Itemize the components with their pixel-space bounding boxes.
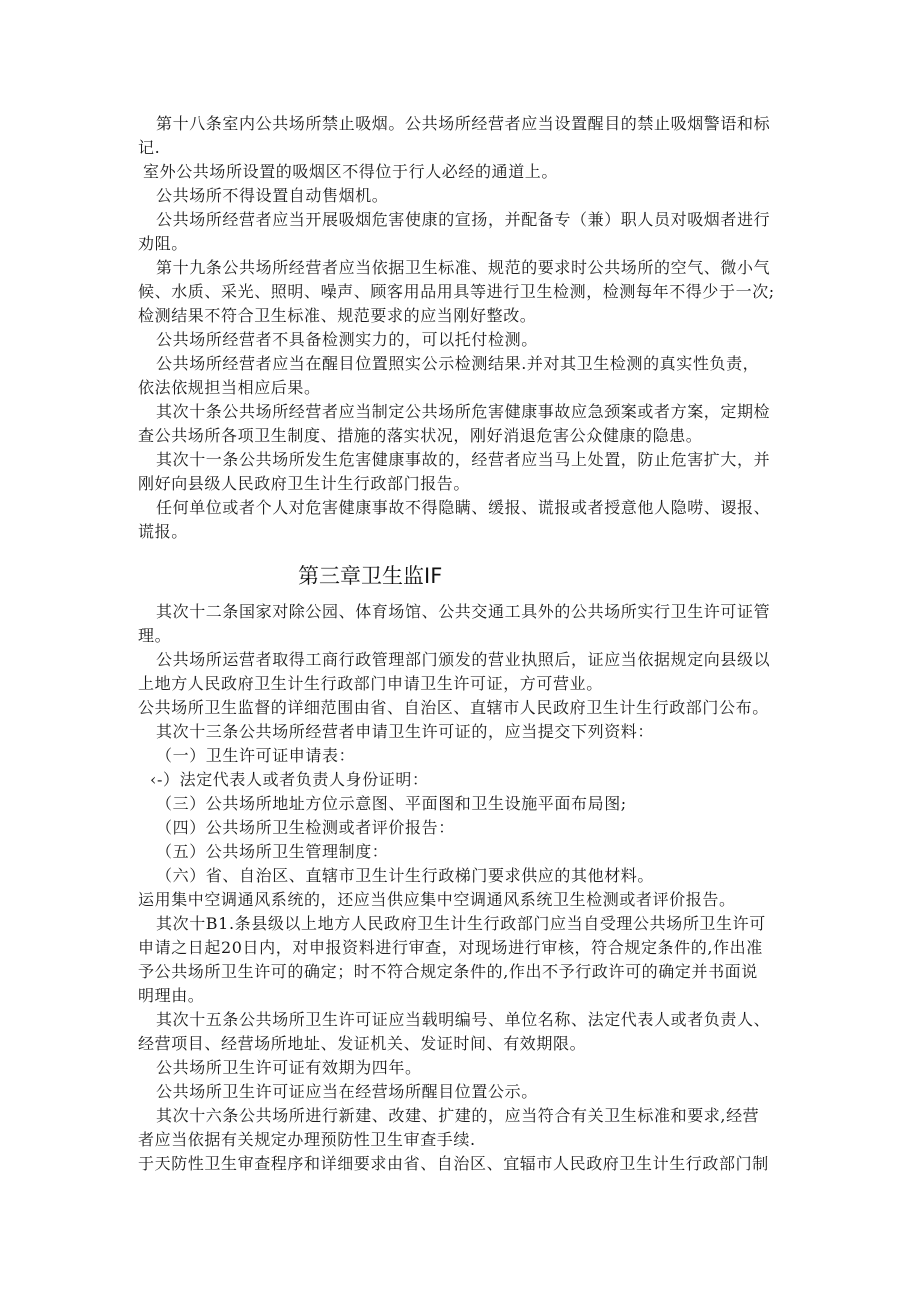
- list-item: （五）公共场所卫生管理制度：: [156, 842, 389, 861]
- paragraph-line: 室外公共场所设置的吸烟区不得位于行人必经的通道上。: [143, 162, 559, 181]
- paragraph-line: 其次十五条公共场所卫生许可证应当载明编号、单位名称、法定代表人或者负责人、: [156, 1010, 771, 1029]
- paragraph-line: 公共场所经营者应当开展吸烟危害使康的宣扬，并配备专（兼）职人员对吸烟者进行: [156, 210, 771, 229]
- paragraph-line: 于天防性卫生审查程序和详细要求由省、自治区、宜辐市人民政府卫生计生行政部门制: [138, 1154, 769, 1173]
- paragraph-line: 运用集中空调通风系统的，还应当供应集中空调通风系统卫生检测或者评价报告。: [138, 890, 736, 909]
- paragraph-line: 公共场所卫生许可证应当在经营场所醒目位置公示。: [156, 1082, 538, 1101]
- paragraph-line: 刚好向县级人民政府卫生计生行政部门报告。: [138, 474, 471, 493]
- paragraph-line: 公共场所卫生监督的详细范围由省、自治区、直辖市人民政府卫生计生行政部门公布。: [138, 698, 769, 717]
- paragraph-line: 检测结果不符合卫生标准、规范要求的应当刚好整改。: [138, 306, 537, 325]
- paragraph-line: 记.: [138, 138, 161, 157]
- paragraph-line: 其次十二条国家对除公园、体育场馆、公共交通工具外的公共场所实行卫生许可证管: [156, 602, 771, 621]
- paragraph-line: 理。: [138, 626, 172, 645]
- paragraph-line: 上地方人民政府卫生计生行政部门申请卫生许可证，方可营业。: [138, 674, 603, 693]
- list-item: （六）省、自治区、直辖市卫生计生行政梯门要求供应的其他材料。: [156, 866, 655, 885]
- paragraph-line: 申请之日起20日内，对申报资料进行审查，对现场进行审核，符合规定条件的,作出准: [138, 938, 763, 957]
- paragraph-line: 劝阻。: [138, 234, 188, 253]
- paragraph-line: 明理由。: [138, 986, 205, 1005]
- paragraph-line: 候、水质、采光、照明、噪声、顾客用品用具等进行卫生检测，检测每年不得少于一次;: [138, 282, 775, 301]
- list-item: （三）公共场所地址方位示意图、平面图和卫生设施平面布局图;: [156, 794, 627, 813]
- list-item: （一）卫生许可证申请表：: [156, 746, 356, 765]
- paragraph-line: 公共场所卫生许可证有效期为四年。: [156, 1058, 422, 1077]
- list-item: ‹-）法定代表人或者负责人身份证明：: [150, 770, 429, 789]
- paragraph-line: 公共场所经营者应当在醒目位置照实公示检测结果.并对其卫生检测的真实性负责，: [156, 354, 760, 373]
- paragraph-line: 第十九条公共场所经营者应当依据卫生标准、规范的要求时公共场所的空气、微小气: [156, 258, 771, 277]
- paragraph-line: 公共场所不得设置自动售烟机。: [156, 186, 389, 205]
- paragraph-line: 经营项目、经营场所地址、发证机关、发证时间、有效期限。: [138, 1034, 587, 1053]
- paragraph-line: 予公共场所卫生许可的确定；时不符合规定条件的,作出不予行政许可的确定并书面说: [138, 962, 758, 981]
- paragraph-line: 其次十B1.条县级以上地方人民政府卫生计生行政部门应当自受理公共场所卫生许可: [156, 914, 766, 933]
- chapter-title: 第三章卫生监IF: [298, 564, 443, 588]
- paragraph-line: 其次十三条公共场所经营者申请卫生许可证的，应当提交下列资料：: [156, 722, 655, 741]
- paragraph-line: 其次十条公共场所经营者应当制定公共场所危害健康事故应急颈案或者方案，定期检: [156, 402, 771, 421]
- paragraph-line: 第十八条室内公共场所禁止吸烟。公共场所经营者应当设置醒目的禁止吸烟警语和标: [156, 114, 771, 133]
- paragraph-line: 其次十一条公共场所发生危害健康事故的，经营者应当马上处置，防止危害扩大，并: [156, 450, 771, 469]
- list-item: （四）公共场所卫生检测或者评价报告：: [156, 818, 455, 837]
- paragraph-line: 其次十六条公共场所进行新建、改建、扩建的，应当符合有关卫生标准和要求,经营: [156, 1106, 760, 1125]
- paragraph-line: 公共场所运营者取得工商行政管理部门颁发的营业执照后，证应当依据规定向县级以: [156, 650, 771, 669]
- paragraph-line: 者应当依据有关规定办理预防性卫生审查手续.: [138, 1130, 476, 1149]
- paragraph-line: 谎报。: [138, 522, 188, 541]
- paragraph-line: 公共场所经营者不具备检测实力的，可以托付检测。: [156, 330, 538, 349]
- paragraph-line: 任何单位或者个人对危害健康事故不得隐瞒、缓报、谎报或者授意他人隐唠、谡报、: [156, 498, 771, 517]
- paragraph-line: 依法依规担当相应后果。: [138, 378, 321, 397]
- paragraph-line: 查公共场所各项卫生制度、措施的落实状况，刚好消退危害公众健康的隐患。: [138, 426, 703, 445]
